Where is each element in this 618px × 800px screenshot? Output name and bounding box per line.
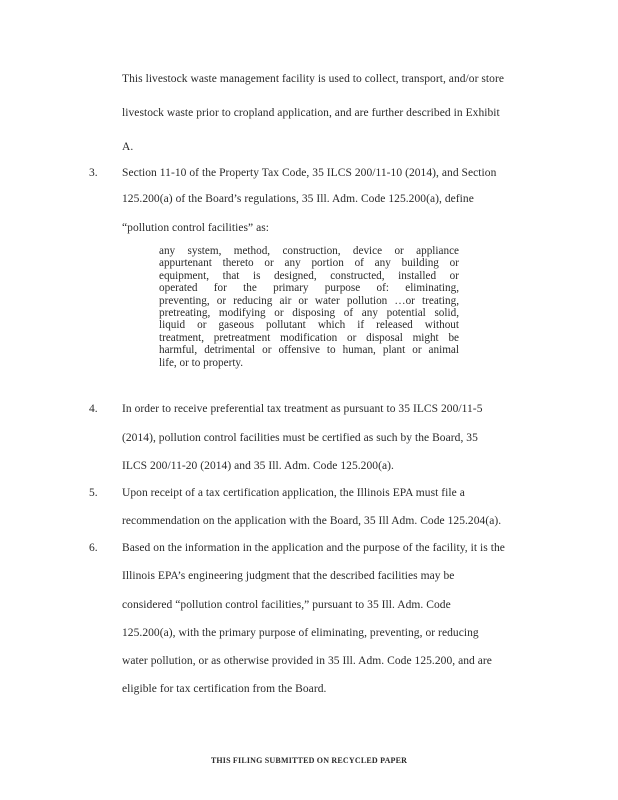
intro-line-2: livestock waste prior to cropland application, and are further described in Exhibit [122, 107, 500, 119]
paragraph-6-line-2: Illinois EPA’s engineering judgment that the described facilities may be [122, 570, 455, 582]
paragraph-6-line-1: Based on the information in the application and the purpose of the facility, it is the [122, 542, 505, 554]
block-quote [159, 245, 459, 369]
paragraph-3-line-2: 125.200(a) of the Board’s regulations, 35 Ill. Adm. Code 125.200(a), define [122, 193, 474, 205]
paragraph-4-line-1: In order to receive preferential tax treatment as pursuant to 35 ILCS 200/11-5 [122, 403, 483, 415]
quote-line: operated for the primary purpose of: eliminating, [159, 282, 459, 295]
intro-line-1: This livestock waste management facility is used to collect, transport, and/or store [122, 73, 504, 85]
paragraph-4-number: 4. [89, 403, 98, 415]
paragraph-3-number: 3. [89, 167, 98, 179]
quote-line: treatment, pretreatment modification or disposal might be [159, 331, 459, 344]
quote-line: equipment, that is designed, constructed, installed or [159, 269, 459, 282]
paragraph-4-line-2: (2014), pollution control facilities must be certified as such by the Board, 35 [122, 432, 478, 444]
quote-line: any system, method, construction, device or appliance [159, 245, 459, 257]
paragraph-5-number: 5. [89, 487, 98, 499]
quote-line: pretreating, modifying or disposing of any potential solid, [159, 307, 459, 320]
quote-line: harmful, detrimental or offensive to human, plant or animal [159, 344, 459, 357]
quote-line: preventing, or reducing air or water pollution …or treating, [159, 294, 459, 307]
quote-line: appurtenant thereto or any portion of any building or [159, 257, 459, 270]
quote-line: life, or to property. [159, 356, 244, 369]
paragraph-6-line-5: water pollution, or as otherwise provided in 35 Ill. Adm. Code 125.200, and are [122, 655, 492, 667]
paragraph-5-line-1: Upon receipt of a tax certification application, the Illinois EPA must file a [122, 487, 465, 499]
paragraph-4-line-3: ILCS 200/11-20 (2014) and 35 Ill. Adm. Code 125.200(a). [122, 460, 394, 472]
paragraph-6-number: 6. [89, 542, 98, 554]
intro-line-3: A. [122, 141, 134, 153]
paragraph-3-line-1: Section 11-10 of the Property Tax Code, 35 ILCS 200/11-10 (2014), and Section [122, 167, 497, 179]
quote-line: liquid or gaseous pollutant which if released without [159, 319, 459, 332]
footer-recycled-paper: THIS FILING SUBMITTED ON RECYCLED PAPER [210, 756, 408, 765]
paragraph-3-line-3: “pollution control facilities” as: [122, 222, 270, 234]
paragraph-6-line-6: eligible for tax certification from the Board. [122, 683, 327, 695]
paragraph-6-line-4: 125.200(a), with the primary purpose of eliminating, preventing, or reducing [122, 627, 479, 639]
paragraph-6-line-3: considered “pollution control facilities,” pursuant to 35 Ill. Adm. Code [122, 599, 451, 611]
paragraph-5-line-2: recommendation on the application with the Board, 35 Ill Adm. Code 125.204(a). [122, 515, 502, 527]
